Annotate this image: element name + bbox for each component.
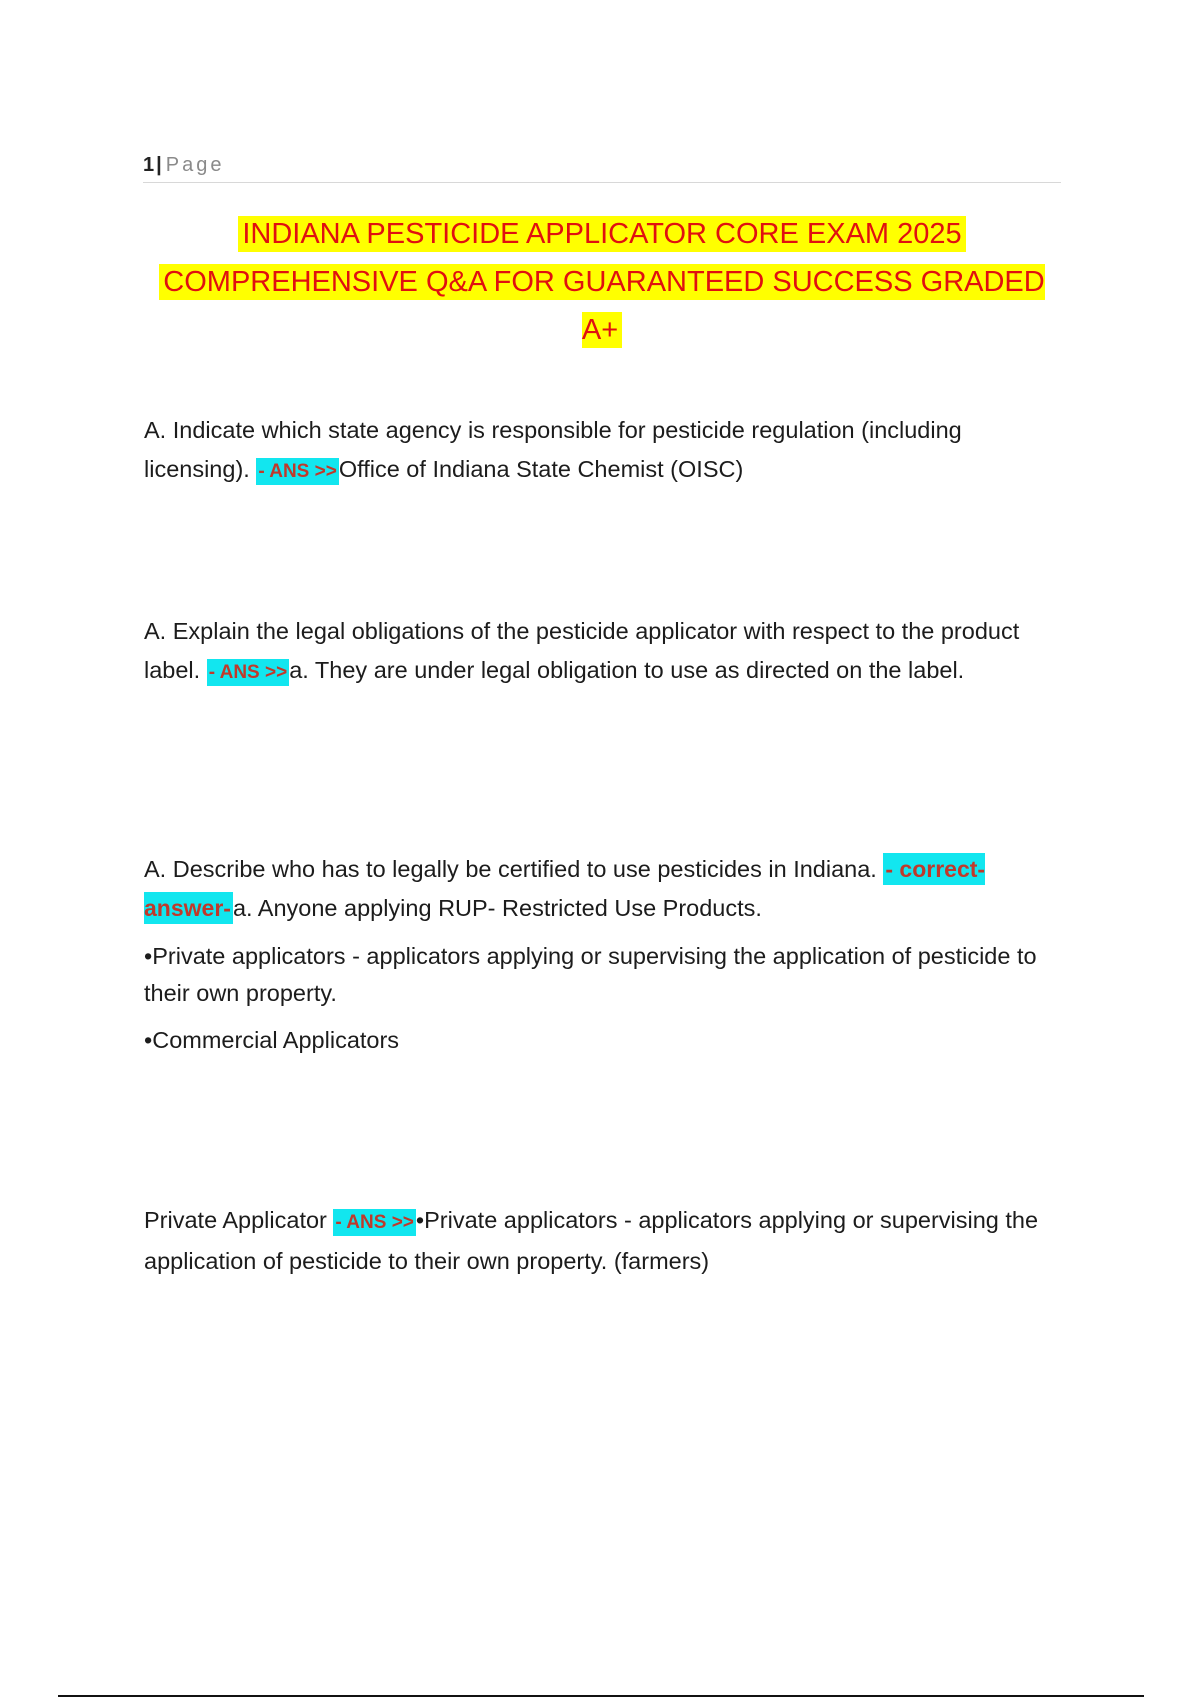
page-label: Page [165, 154, 225, 176]
title-line-1: INDIANA PESTICIDE APPLICATOR CORE EXAM 2025 [238, 216, 965, 252]
bullet-item: •Private applicators - applicators applying or supervising the application of pesticide to their own property. [144, 943, 1037, 1006]
answer-marker: - ANS >> [207, 659, 290, 686]
question-text: A. Indicate which state agency is responsible for pesticide regulation (including licensing). [144, 417, 962, 482]
qa-item-3 [144, 850, 1064, 1059]
header-separator: | [156, 154, 162, 176]
answer-text: a. They are under legal obligation to use as directed on the label. [289, 657, 965, 683]
qa-item-4 [144, 1201, 1064, 1281]
qa-item-1 [144, 411, 1064, 491]
question-text: A. Explain the legal obligations of the pesticide applicator with respect to the product label. [144, 618, 1020, 683]
title-line-2: COMPREHENSIVE Q&A FOR GUARANTEED SUCCESS GRADED A+ [159, 264, 1044, 348]
answer-text: •Private applicators - applicators applying or supervising the application of pesticide to their own property. (farmers) [144, 1207, 1039, 1274]
document-title [143, 210, 1061, 354]
answer-marker: - ANS >> [256, 458, 339, 485]
answer-marker: - correct-answer- [144, 853, 985, 924]
question-text: A. Describe who has to legally be certified to use pesticides in Indiana. [144, 856, 877, 882]
answer-marker: - ANS >> [333, 1209, 416, 1236]
bullet-item: •Commercial Applicators [144, 1027, 400, 1053]
qa-item-2 [144, 612, 1064, 692]
page-header [143, 154, 1061, 183]
question-text: Private Applicator [144, 1207, 327, 1233]
page-number: 1 [143, 154, 155, 176]
answer-text: a. Anyone applying RUP- Restricted Use Products. [232, 895, 762, 921]
answer-text: Office of Indiana State Chemist (OISC) [338, 456, 744, 482]
bottom-divider [58, 1695, 1144, 1697]
